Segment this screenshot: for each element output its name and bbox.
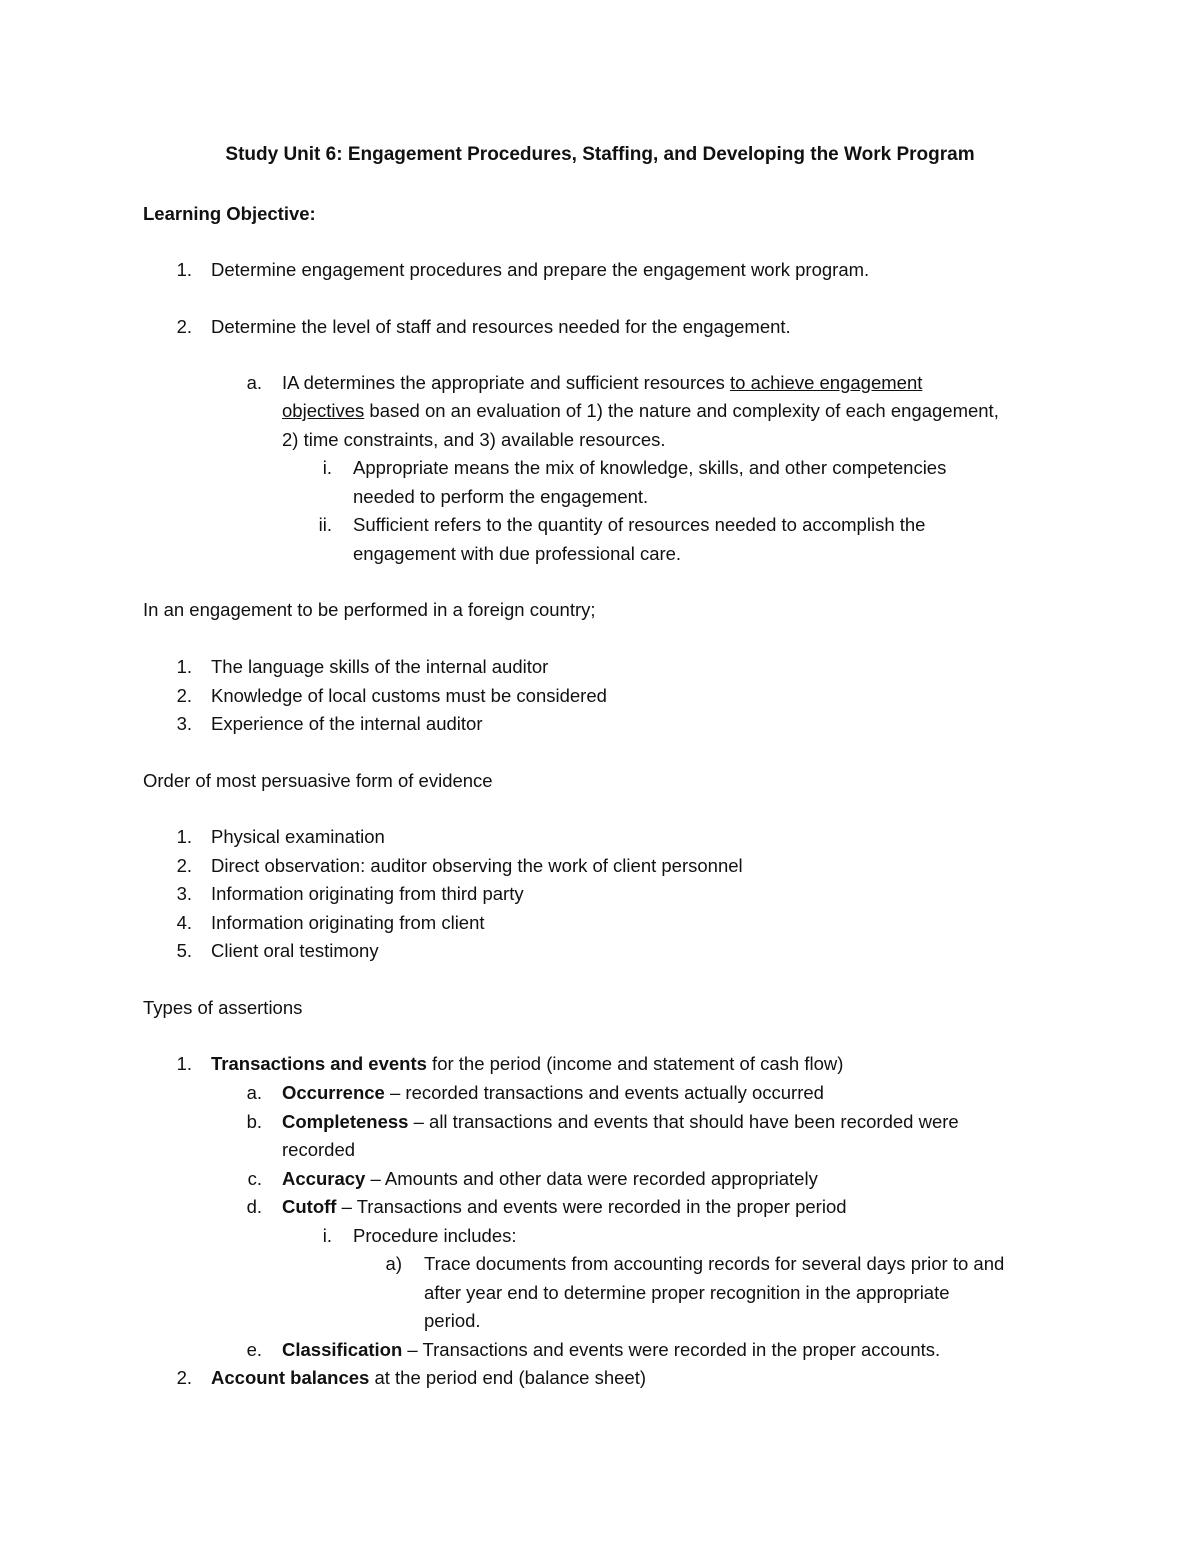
list-item-text: Direct observation: auditor observing the work of client personnel xyxy=(211,855,743,876)
list-item-text: The language skills of the internal auditor xyxy=(211,656,549,677)
list-marker: 4. xyxy=(176,912,192,933)
list-item-text: Procedure includes: xyxy=(353,1225,517,1246)
list-marker: a. xyxy=(246,372,262,393)
list-item-text: Completeness – all transactions and events that should have been recorded were xyxy=(282,1111,959,1132)
list-marker: 3. xyxy=(176,713,192,734)
list-marker: a) xyxy=(385,1253,402,1274)
list-item-text: Sufficient refers to the quantity of resources needed to accomplish the xyxy=(353,514,926,535)
list-marker: ii. xyxy=(318,514,332,535)
learning-objective-heading: Learning Objective: xyxy=(143,203,316,224)
list-marker: 5. xyxy=(176,940,192,961)
page-title: Study Unit 6: Engagement Procedures, Staffing, and Developing the Work Program xyxy=(225,144,975,165)
list-marker: 2. xyxy=(176,316,192,337)
list-item-text: Client oral testimony xyxy=(211,940,379,961)
list-item-text: Determine engagement procedures and prepare the engagement work program. xyxy=(211,259,870,280)
list-item-text: Experience of the internal auditor xyxy=(211,713,483,734)
assertions-intro: Types of assertions xyxy=(143,997,303,1018)
list-item-text: Classification – Transactions and events were recorded in the proper accounts. xyxy=(282,1339,941,1360)
list-marker: c. xyxy=(247,1168,262,1189)
list-marker: 1. xyxy=(176,656,192,677)
list-marker: 1. xyxy=(176,1053,192,1074)
list-item-text: Determine the level of staff and resources needed for the engagement. xyxy=(211,316,791,337)
list-item-text: Cutoff – Transactions and events were recorded in the proper period xyxy=(282,1196,847,1217)
foreign-country-intro: In an engagement to be performed in a foreign country; xyxy=(143,599,596,620)
list-marker: i. xyxy=(322,457,332,478)
list-marker: 2. xyxy=(176,685,192,706)
list-marker: e. xyxy=(246,1339,262,1360)
list-marker: a. xyxy=(246,1082,262,1103)
list-marker: 2. xyxy=(176,1367,192,1388)
list-marker: 1. xyxy=(176,259,192,280)
list-item-text: Account balances at the period end (balance sheet) xyxy=(211,1367,646,1388)
evidence-intro: Order of most persuasive form of evidence xyxy=(143,770,493,791)
list-item-text: engagement with due professional care. xyxy=(353,543,682,564)
list-marker: 1. xyxy=(176,826,192,847)
list-marker: 3. xyxy=(176,883,192,904)
list-item-text: 2) time constraints, and 3) available resources. xyxy=(282,429,666,450)
list-item-text: needed to perform the engagement. xyxy=(353,486,649,507)
list-item-text: Knowledge of local customs must be considered xyxy=(211,685,607,706)
list-marker: 2. xyxy=(176,855,192,876)
list-item-text: Transactions and events for the period (income and statement of cash flow) xyxy=(211,1053,844,1074)
list-item-text: Appropriate means the mix of knowledge, skills, and other competencies xyxy=(353,457,947,478)
list-item-text: period. xyxy=(424,1310,481,1331)
list-marker: i. xyxy=(322,1225,332,1246)
list-item-text: recorded xyxy=(282,1139,356,1160)
list-item-text: Trace documents from accounting records for several days prior to and xyxy=(424,1253,1005,1274)
list-marker: b. xyxy=(246,1111,262,1132)
list-item-text: Information originating from third party xyxy=(211,883,524,904)
list-item-text: Physical examination xyxy=(211,826,385,847)
list-item-text: Information originating from client xyxy=(211,912,485,933)
list-item-text: Occurrence – recorded transactions and events actually occurred xyxy=(282,1082,824,1103)
list-marker: d. xyxy=(246,1196,262,1217)
list-item-text: objectives based on an evaluation of 1) the nature and complexity of each engagement, xyxy=(282,400,999,421)
list-item-text: Accuracy – Amounts and other data were recorded appropriately xyxy=(282,1168,818,1189)
list-item-text: IA determines the appropriate and sufficient resources to achieve engagement xyxy=(282,372,923,393)
list-item-text: after year end to determine proper recognition in the appropriate xyxy=(424,1282,950,1303)
